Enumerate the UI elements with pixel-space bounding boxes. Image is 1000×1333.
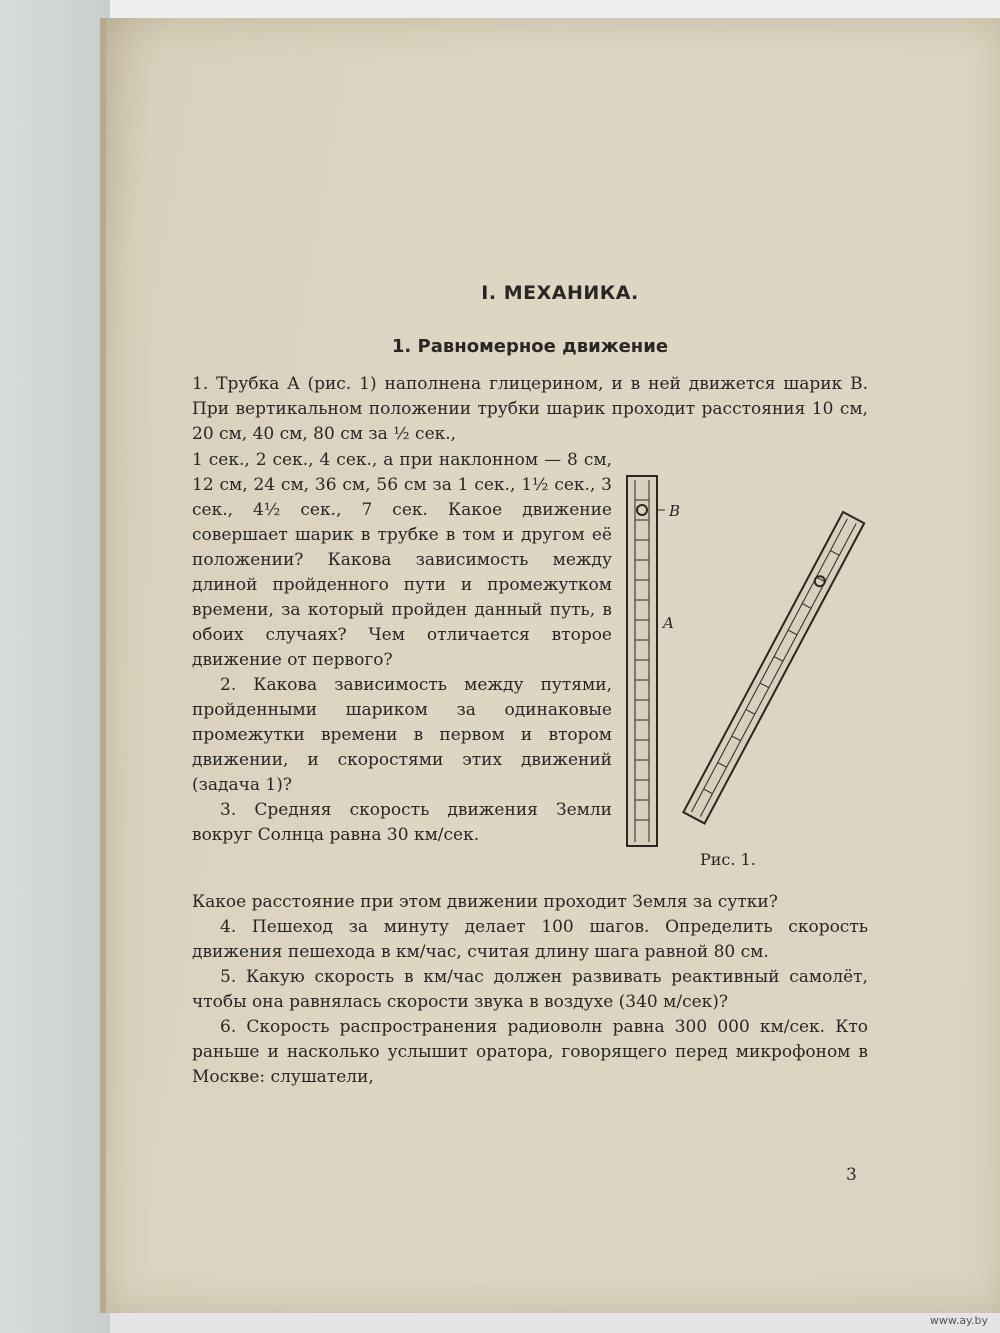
label-b: B bbox=[669, 502, 681, 520]
problem-6-text: 6. Скорость распространения радиоволн равна 300 000 км/сек. Кто раньше и насколько услышит оратора, говорящего перед микрофоном в Москве: слушатели, bbox=[192, 1017, 868, 1087]
label-a: A bbox=[663, 614, 674, 632]
problem-3-text: 3. Средняя скорость движения Земли вокруг Солнца равна 30 км/сек. bbox=[192, 800, 612, 845]
lower-text bbox=[192, 890, 868, 1090]
page-number: 3 bbox=[846, 1165, 857, 1185]
problem-3-continued: Какое расстояние при этом движении проходит Земля за сутки? bbox=[192, 892, 778, 912]
problem-1-top bbox=[192, 372, 868, 447]
problem-1-text: 1. Трубка A (рис. 1) наполнена глицерином, и в ней движется шарик B. При вертикальном положении трубки шарик проходит расстояния 10 см, 20 см, 40 см, 80 см за ½ сек., bbox=[192, 374, 868, 444]
problem-1-continued: 1 сек., 2 сек., 4 сек., а при наклонном — 8 см, 12 см, 24 см, 36 см, 56 см за 1 сек., 1½ сек., 3 сек., 4½ сек., 7 сек. Какое движение совершает шарик в трубке в том и другом её положении? Какова зависимость между длиной пройденного пути и промежутком времени, за который пройден данный путь, в обоих случаях? Чем отличается второе движение от первого? bbox=[192, 450, 612, 670]
problem-2-text: 2. Какова зависимость между путями, пройденными шариком за одинаковые промежутки времени в первом и втором движении, и скоростями этих движений (задача 1)? bbox=[192, 675, 612, 795]
figure-caption: Рис. 1. bbox=[700, 850, 756, 869]
problem-4-text: 4. Пешеход за минуту делает 100 шагов. Определить скорость движения пешехода в км/час, считая длину шага равной 80 см. bbox=[192, 917, 868, 962]
figure-tubes bbox=[615, 470, 885, 880]
wrapped-column bbox=[192, 448, 612, 848]
section-title: I. МЕХАНИКА. bbox=[481, 282, 639, 304]
book-spine bbox=[0, 0, 110, 1333]
watermark: www.ay.by bbox=[929, 1314, 988, 1327]
problem-5-text: 5. Какую скорость в км/час должен развивать реактивный самолёт, чтобы она равнялась скорости звука в воздухе (340 м/сек)? bbox=[192, 967, 868, 1012]
inclined-tube bbox=[683, 512, 864, 823]
vertical-tube bbox=[627, 476, 657, 846]
subsection-title: 1. Равномерное движение bbox=[391, 336, 669, 357]
